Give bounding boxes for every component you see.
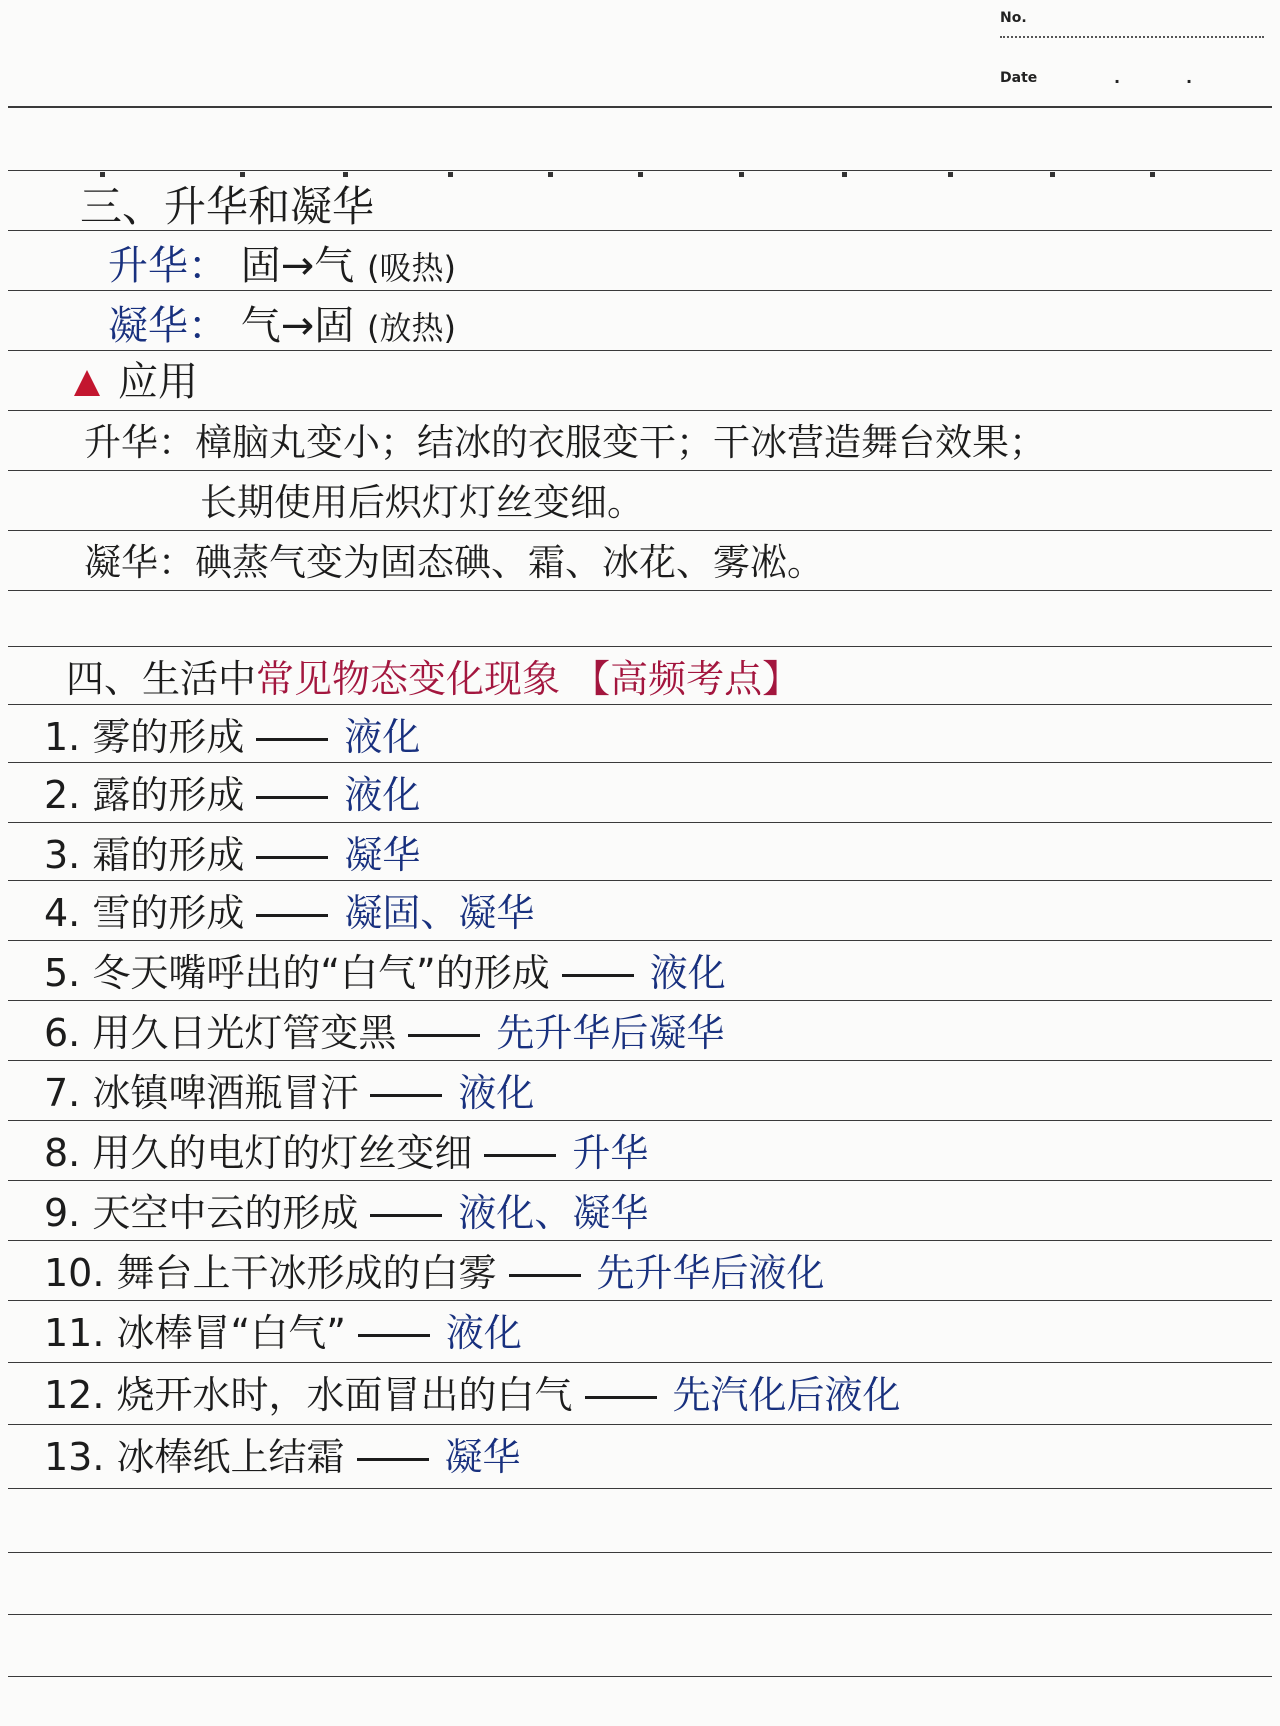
list-item (44, 715, 421, 759)
application-deposition-term: 凝华： (84, 541, 195, 584)
ruled-line (8, 1552, 1272, 1553)
application-deposition (84, 541, 824, 584)
ruled-line (8, 170, 1272, 171)
header-date-label: Date (1000, 70, 1038, 86)
list-item-answer: 液化 (445, 1311, 522, 1355)
ruled-line (8, 290, 1272, 291)
application-sublimation-continued: 长期使用后炽灯灯丝变细。 (200, 481, 644, 524)
list-item-answer: 先升华后液化 (596, 1251, 825, 1295)
list-item-phenomenon: 7. 冰镇啤酒瓶冒汗 (44, 1071, 359, 1115)
list-item (44, 833, 421, 877)
ruled-line (8, 1120, 1272, 1121)
application-sublimation (84, 421, 1046, 464)
tick-mark (1150, 172, 1155, 177)
ruled-line (8, 350, 1272, 351)
list-item (44, 891, 535, 935)
list-item-phenomenon: 10. 舞台上干冰形成的白雾 (44, 1251, 497, 1295)
list-item-answer: 液化 (344, 773, 421, 817)
list-item (44, 1435, 521, 1479)
tick-mark (739, 172, 744, 177)
list-item-answer: 凝固、凝华 (344, 891, 535, 935)
application-sublimation-term: 升华： (84, 421, 195, 464)
list-item-phenomenon: 9. 天空中云的形成 (44, 1191, 359, 1235)
list-item-answer: 升华 (572, 1131, 649, 1175)
ruled-line (8, 704, 1272, 705)
connector-dash (256, 738, 328, 741)
connector-dash (358, 1334, 430, 1337)
ruled-line (8, 1000, 1272, 1001)
list-item-answer: 凝华 (344, 833, 421, 877)
sublimation-definition (108, 243, 456, 289)
tick-mark (100, 172, 105, 177)
connector-dash (256, 914, 328, 917)
list-item (44, 773, 421, 817)
list-item-answer: 先汽化后液化 (672, 1373, 901, 1417)
list-item-phenomenon: 8. 用久的电灯的灯丝变细 (44, 1131, 473, 1175)
tick-mark (343, 172, 348, 177)
ruled-line (8, 940, 1272, 941)
tick-mark (548, 172, 553, 177)
list-item-answer: 液化 (344, 715, 421, 759)
list-item (44, 1191, 649, 1235)
list-item-phenomenon: 11. 冰棒冒“白气” (44, 1311, 346, 1355)
list-item (44, 1071, 535, 1115)
deposition-term: 凝华： (108, 303, 228, 349)
sublimation-term: 升华： (108, 243, 228, 289)
ruled-line (8, 530, 1272, 531)
list-item-phenomenon: 2. 露的形成 (44, 773, 245, 817)
list-item-phenomenon: 6. 用久日光灯管变黑 (44, 1011, 397, 1055)
section4-title-tag: 【高频考点】 (572, 657, 801, 701)
list-item (44, 1373, 901, 1417)
list-item-phenomenon: 13. 冰棒纸上结霜 (44, 1435, 345, 1479)
tick-mark (948, 172, 953, 177)
deposition-definition (108, 303, 456, 349)
tick-mark (638, 172, 643, 177)
sublimation-rule: 固→气 (240, 243, 355, 289)
ruled-line (8, 1676, 1272, 1677)
deposition-rule: 气→固 (240, 303, 355, 349)
ruled-line (8, 106, 1272, 108)
ruled-line (8, 762, 1272, 763)
ruled-line (8, 822, 1272, 823)
connector-dash (370, 1214, 442, 1217)
list-item-phenomenon: 4. 雪的形成 (44, 891, 245, 935)
tick-mark (448, 172, 453, 177)
ruled-line (8, 1362, 1272, 1363)
list-item (44, 1131, 649, 1175)
application-sublimation-text: 樟脑丸变小；结冰的衣服变干；干冰营造舞台效果； (195, 421, 1046, 464)
list-item (44, 1251, 825, 1295)
list-item (44, 951, 726, 995)
connector-dash (256, 796, 328, 799)
ruled-line (8, 646, 1272, 647)
section4-title (66, 657, 801, 701)
list-item-answer: 液化 (649, 951, 726, 995)
connector-dash (484, 1154, 556, 1157)
date-separator-dot: · (1186, 72, 1193, 91)
ruled-line (8, 1060, 1272, 1061)
list-item-answer: 凝华 (444, 1435, 521, 1479)
list-item-answer: 液化、凝华 (458, 1191, 649, 1235)
list-item-phenomenon: 3. 霜的形成 (44, 833, 245, 877)
date-separator-dot: · (1114, 72, 1121, 91)
connector-dash (370, 1094, 442, 1097)
list-item-phenomenon: 1. 雾的形成 (44, 715, 245, 759)
header-no-label: No. (1000, 10, 1027, 26)
ruled-line (8, 1240, 1272, 1241)
ruled-line (8, 1300, 1272, 1301)
connector-dash (562, 974, 634, 977)
ruled-line (8, 410, 1272, 411)
list-item-answer: 先升华后凝华 (496, 1011, 725, 1055)
red-triangle-icon (74, 370, 100, 396)
application-deposition-text: 碘蒸气变为固态碘、霜、冰花、雾凇。 (195, 541, 824, 584)
list-item (44, 1311, 522, 1355)
ruled-line (8, 1488, 1272, 1489)
ruled-line (8, 1180, 1272, 1181)
ruled-line (8, 1614, 1272, 1615)
list-item-answer: 液化 (458, 1071, 535, 1115)
section3-title: 三、升华和凝华 (80, 182, 375, 231)
ruled-line (8, 470, 1272, 471)
deposition-note: (放热) (366, 309, 456, 347)
tick-mark (240, 172, 245, 177)
ruled-line (8, 880, 1272, 881)
list-item-phenomenon: 12. 烧开水时，水面冒出的白气 (44, 1373, 573, 1417)
application-heading: 应用 (118, 359, 198, 405)
connector-dash (509, 1274, 581, 1277)
section4-title-highlight: 常见物态变化现象 (256, 657, 561, 701)
connector-dash (256, 856, 328, 859)
connector-dash (585, 1396, 657, 1399)
section4-title-prefix: 四、生活中 (66, 657, 257, 701)
tick-mark (1050, 172, 1055, 177)
list-item (44, 1011, 725, 1055)
ruled-line (8, 1424, 1272, 1425)
header-no-line (1000, 36, 1264, 38)
tick-mark (842, 172, 847, 177)
ruled-line (8, 590, 1272, 591)
connector-dash (408, 1034, 480, 1037)
list-item-phenomenon: 5. 冬天嘴呼出的“白气”的形成 (44, 951, 550, 995)
sublimation-note: (吸热) (366, 249, 456, 287)
connector-dash (357, 1458, 429, 1461)
